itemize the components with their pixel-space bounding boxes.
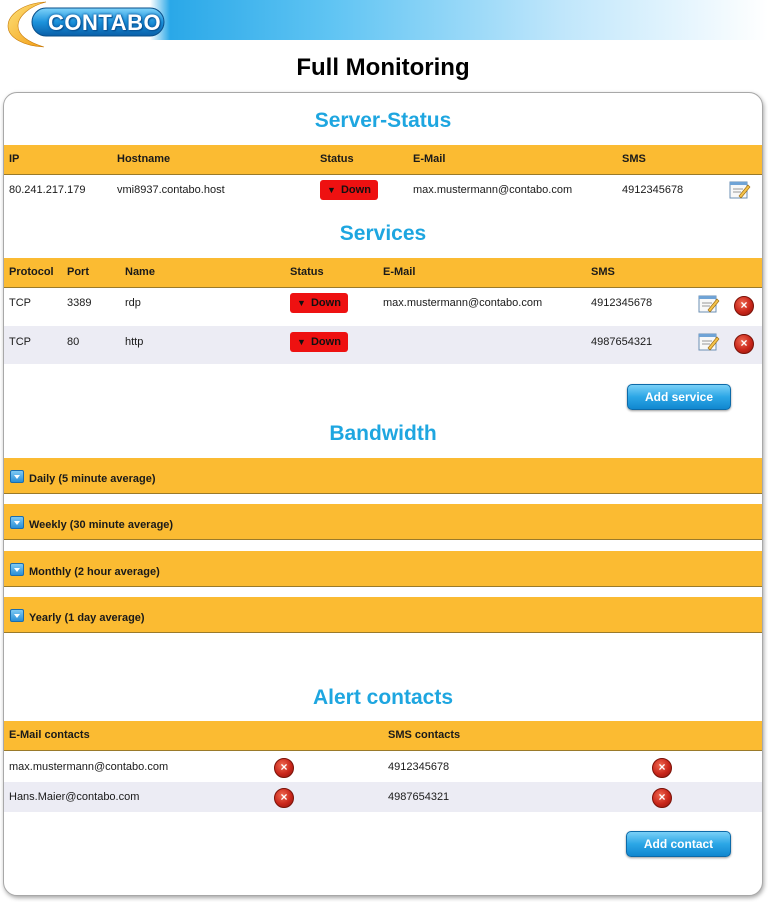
alert-contacts-title: Alert contacts bbox=[312, 686, 454, 709]
bandwidth-label: Weekly (30 minute average) bbox=[29, 519, 174, 531]
col-sms-contacts: SMS contacts bbox=[388, 729, 461, 741]
col-email-contacts: E-Mail contacts bbox=[9, 729, 90, 741]
expand-icon[interactable] bbox=[10, 609, 24, 622]
table-row bbox=[4, 782, 762, 812]
table-row bbox=[4, 326, 762, 364]
services-title: Services bbox=[339, 222, 427, 245]
col-hostname: Hostname bbox=[117, 153, 171, 165]
add-contact-button[interactable]: Add contact bbox=[626, 831, 731, 857]
service-port: 80 bbox=[67, 336, 80, 348]
delete-icon[interactable]: × bbox=[274, 758, 294, 778]
server-hostname: vmi8937.contabo.host bbox=[117, 184, 225, 196]
server-status-title: Server-Status bbox=[314, 109, 452, 132]
col-sms: SMS bbox=[591, 266, 615, 278]
col-port: Port bbox=[67, 266, 89, 278]
service-port: 3389 bbox=[67, 297, 92, 309]
col-ip: IP bbox=[9, 153, 20, 165]
down-arrow-icon: ▼ bbox=[297, 337, 306, 347]
status-badge: ▼ Down bbox=[320, 180, 378, 200]
down-arrow-icon: ▼ bbox=[327, 185, 336, 195]
main-panel bbox=[3, 92, 763, 896]
col-status: Status bbox=[320, 153, 354, 165]
table-row bbox=[4, 288, 762, 326]
server-ip: 80.241.217.179 bbox=[9, 184, 86, 196]
edit-icon[interactable] bbox=[698, 294, 720, 314]
col-sms: SMS bbox=[622, 153, 646, 165]
expand-icon[interactable] bbox=[10, 470, 24, 483]
edit-icon[interactable] bbox=[698, 332, 720, 352]
server-status-row bbox=[4, 175, 762, 213]
service-name: http bbox=[125, 336, 144, 348]
down-arrow-icon: ▼ bbox=[297, 298, 306, 308]
col-email: E-Mail bbox=[413, 153, 446, 165]
col-email: E-Mail bbox=[383, 266, 416, 278]
contact-sms: 4912345678 bbox=[388, 761, 450, 773]
expand-icon[interactable] bbox=[10, 563, 24, 576]
col-status: Status bbox=[290, 266, 324, 278]
expand-icon[interactable] bbox=[10, 516, 24, 529]
table-row bbox=[4, 752, 762, 782]
service-name: rdp bbox=[125, 297, 141, 309]
contabo-logo[interactable] bbox=[2, 0, 167, 48]
delete-icon[interactable]: × bbox=[734, 334, 754, 354]
bandwidth-title: Bandwidth bbox=[329, 422, 437, 445]
bandwidth-yearly[interactable] bbox=[4, 597, 762, 633]
contact-sms: 4987654321 bbox=[388, 791, 450, 803]
contact-email: max.mustermann@contabo.com bbox=[9, 761, 169, 773]
bandwidth-label: Daily (5 minute average) bbox=[29, 473, 156, 485]
alert-contacts-header bbox=[4, 721, 762, 751]
service-protocol: TCP bbox=[9, 336, 31, 348]
add-service-button[interactable]: Add service bbox=[627, 384, 731, 410]
bandwidth-label: Yearly (1 day average) bbox=[29, 612, 145, 624]
contact-email: Hans.Maier@contabo.com bbox=[9, 791, 140, 803]
service-protocol: TCP bbox=[9, 297, 31, 309]
col-protocol: Protocol bbox=[9, 266, 54, 278]
bandwidth-weekly[interactable] bbox=[4, 504, 762, 540]
delete-icon[interactable]: × bbox=[652, 758, 672, 778]
col-name: Name bbox=[125, 266, 155, 278]
service-sms: 4912345678 bbox=[591, 297, 653, 309]
delete-icon[interactable]: × bbox=[734, 296, 754, 316]
bandwidth-label: Monthly (2 hour average) bbox=[29, 566, 160, 578]
delete-icon[interactable]: × bbox=[274, 788, 294, 808]
server-email: max.mustermann@contabo.com bbox=[413, 184, 573, 196]
service-sms: 4987654321 bbox=[591, 336, 653, 348]
page-title: Full Monitoring bbox=[296, 54, 470, 81]
status-badge: ▼ Down bbox=[290, 293, 348, 313]
service-email: max.mustermann@contabo.com bbox=[383, 297, 543, 309]
edit-icon[interactable] bbox=[729, 180, 751, 200]
delete-icon[interactable]: × bbox=[652, 788, 672, 808]
server-sms: 4912345678 bbox=[622, 184, 684, 196]
bandwidth-monthly[interactable] bbox=[4, 551, 762, 587]
status-badge: ▼ Down bbox=[290, 332, 348, 352]
bandwidth-daily[interactable] bbox=[4, 458, 762, 494]
server-status-header bbox=[4, 145, 762, 175]
services-header bbox=[4, 258, 762, 288]
logo-text: CONTABO bbox=[48, 10, 162, 35]
